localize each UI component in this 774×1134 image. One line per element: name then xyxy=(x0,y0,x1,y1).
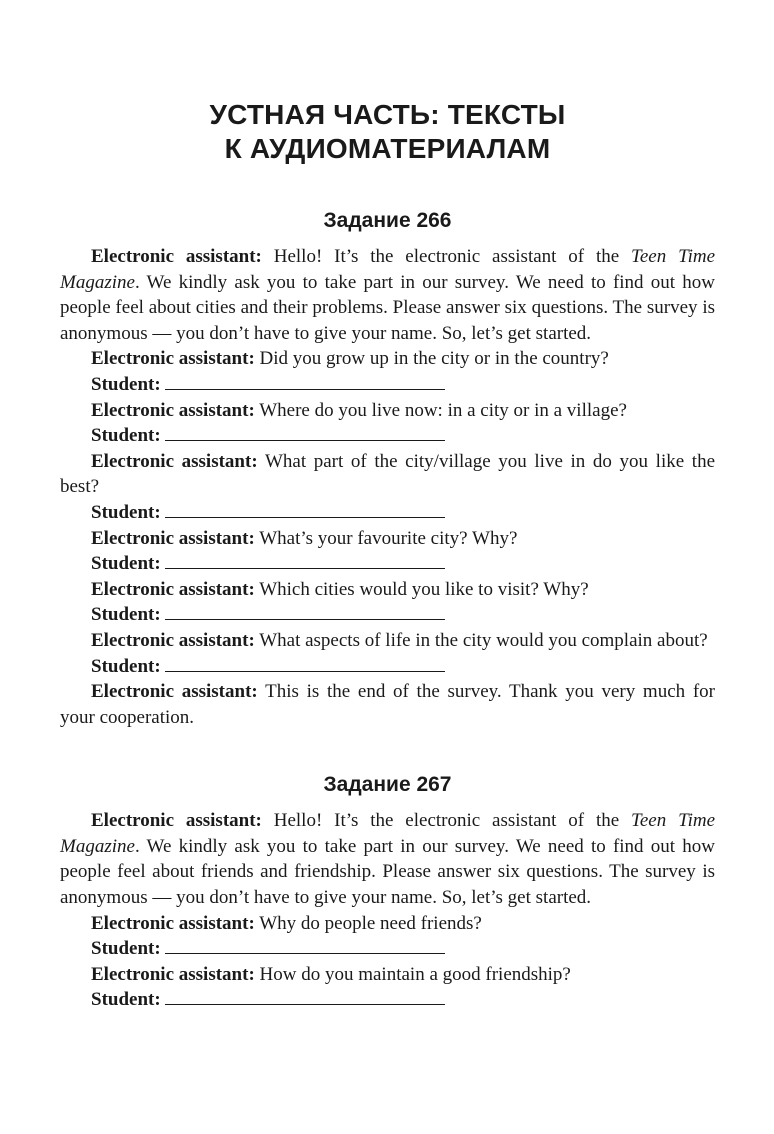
student-label: Student: xyxy=(91,425,161,447)
page-title-line-1: УСТНАЯ ЧАСТЬ: ТЕКСТЫ xyxy=(209,99,566,130)
task-266-answer-5 xyxy=(60,602,715,628)
task-266-question-6 xyxy=(60,628,715,654)
intro-text: Hello! It’s the electronic assistant of the xyxy=(273,810,620,832)
intro-text: . We kindly ask you to take part in our survey. We need to find out how people feel about cities and their problems. Please answer six questions. The survey is anonymous — you don’t have to give your name. So, let’s get started. xyxy=(60,271,715,344)
assistant-label: Electronic assistant: xyxy=(91,963,255,985)
assistant-label: Electronic assistant: xyxy=(91,578,255,600)
task-266-question-1 xyxy=(60,346,715,372)
assistant-label: Electronic assistant: xyxy=(91,527,255,549)
student-label: Student: xyxy=(91,655,161,677)
question-text: Where do you live now: in a city or in a village? xyxy=(259,399,627,421)
task-266-intro xyxy=(60,244,715,346)
assistant-label: Electronic assistant: xyxy=(91,681,258,703)
task-267-answer-1 xyxy=(60,936,715,962)
intro-text: Hello! It’s the electronic assistant of the xyxy=(273,246,620,267)
assistant-label: Electronic assistant: xyxy=(91,629,255,651)
page-title-line-2: К АУДИОМАТЕРИАЛАМ xyxy=(224,133,551,164)
answer-blank[interactable] xyxy=(165,500,445,518)
task-266-question-4 xyxy=(60,526,715,552)
assistant-label: Electronic assistant: xyxy=(91,450,258,472)
task-267-answer-2 xyxy=(60,987,715,1013)
answer-blank[interactable] xyxy=(165,936,445,954)
question-text: How do you maintain a good friendship? xyxy=(259,963,571,985)
answer-blank[interactable] xyxy=(165,551,445,569)
magazine-title: Teen Time Magazine xyxy=(60,810,716,857)
question-text: What aspects of life in the city would you complain about? xyxy=(259,629,708,651)
assistant-label: Electronic assistant: xyxy=(91,246,262,267)
student-label: Student: xyxy=(91,938,161,960)
answer-blank[interactable] xyxy=(165,423,445,441)
assistant-label: Electronic assistant: xyxy=(91,348,255,370)
question-text: Which cities would you like to visit? Why? xyxy=(259,578,589,600)
task-266-answer-4 xyxy=(60,551,715,577)
question-text: Did you grow up in the city or in the country? xyxy=(259,348,609,370)
question-text: What part of the city/village you live in do you like the best? xyxy=(60,450,715,498)
task-267-heading: Задание 267 xyxy=(323,773,452,797)
task-266-question-2 xyxy=(60,398,715,424)
question-text: What’s your favourite city? Why? xyxy=(259,527,518,549)
page-title xyxy=(60,98,715,166)
student-label: Student: xyxy=(91,553,161,575)
task-266-question-3 xyxy=(60,449,715,500)
task-266-heading: Задание 266 xyxy=(323,209,452,232)
answer-blank[interactable] xyxy=(165,654,445,672)
task-266-answer-6 xyxy=(60,654,715,680)
assistant-label: Electronic assistant: xyxy=(91,399,255,421)
page xyxy=(60,98,715,1013)
assistant-label: Electronic assistant: xyxy=(91,912,255,934)
task-267-intro xyxy=(60,808,715,910)
intro-text: . We kindly ask you to take part in our survey. We need to find out how people feel about friends and friendship. Please answer six questions. The survey is anonymous — you don’t have to give your name. So, let’s get started. xyxy=(60,835,715,909)
magazine-title: Teen Time Magazine xyxy=(60,246,716,293)
task-266-closing xyxy=(60,679,715,730)
task-267-question-2 xyxy=(60,962,715,988)
task-267-question-1 xyxy=(60,911,715,937)
question-text: Why do people need friends? xyxy=(259,912,482,934)
closing-text: This is the end of the survey. Thank you very much for your cooperation. xyxy=(60,681,715,728)
task-266-answer-3 xyxy=(60,500,715,526)
student-label: Student: xyxy=(91,604,161,626)
answer-blank[interactable] xyxy=(165,372,445,390)
assistant-label: Electronic assistant: xyxy=(91,810,262,832)
student-label: Student: xyxy=(91,989,161,1011)
task-266-question-5 xyxy=(60,577,715,603)
task-266-answer-1 xyxy=(60,372,715,398)
task-266-answer-2 xyxy=(60,423,715,449)
answer-blank[interactable] xyxy=(165,987,445,1005)
student-label: Student: xyxy=(91,373,161,395)
answer-blank[interactable] xyxy=(165,602,445,620)
student-label: Student: xyxy=(91,501,161,523)
